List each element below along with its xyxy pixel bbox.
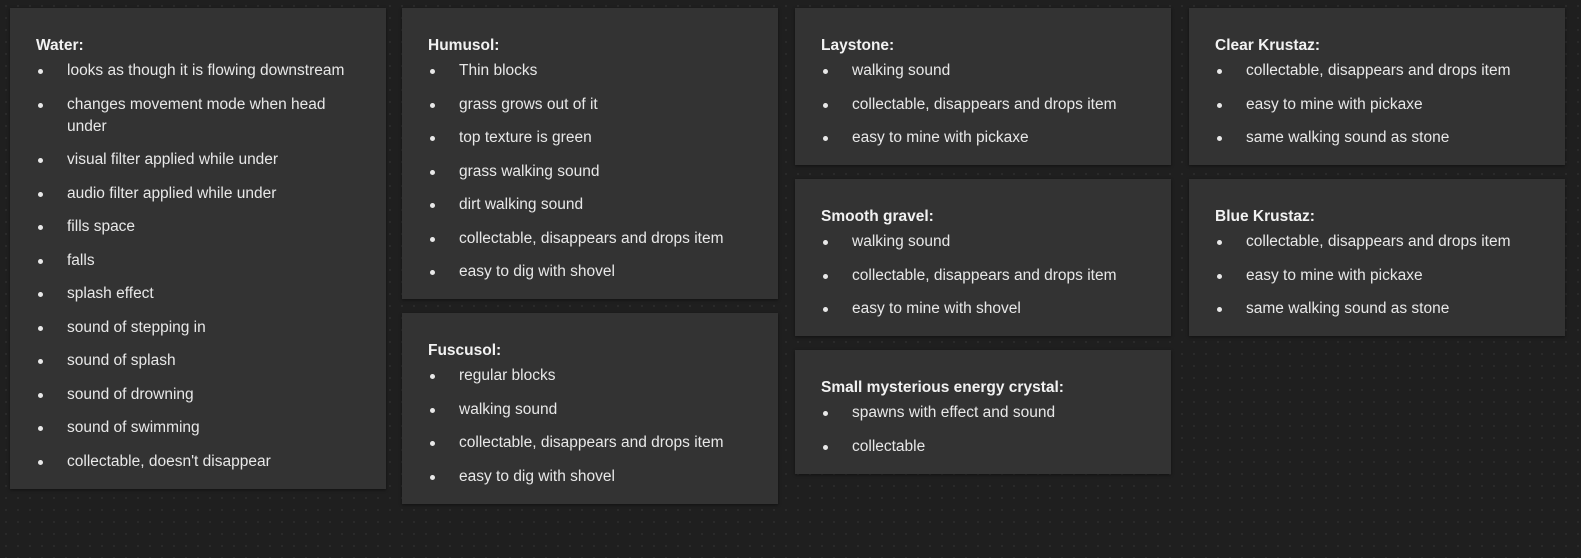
item-list (1215, 231, 1539, 320)
list-item: grass grows out of it (428, 94, 752, 116)
card-fuscusol[interactable] (402, 313, 778, 504)
list-item: Thin blocks (428, 60, 752, 82)
list-item: walking sound (821, 231, 1145, 253)
list-item: easy to dig with shovel (428, 466, 752, 488)
list-item: same walking sound as stone (1215, 127, 1539, 149)
card-smooth-gravel[interactable] (795, 179, 1171, 336)
list-item: collectable, disappears and drops item (1215, 60, 1539, 82)
list-item: collectable, disappears and drops item (821, 265, 1145, 287)
card-blue-krustaz[interactable] (1189, 179, 1565, 336)
list-item: same walking sound as stone (1215, 298, 1539, 320)
card-title: Clear Krustaz: (1215, 37, 1321, 54)
item-list (428, 365, 752, 488)
list-item: easy to mine with pickaxe (1215, 265, 1539, 287)
card-title: Water: (36, 37, 84, 54)
item-list (36, 60, 360, 473)
list-item: sound of swimming (36, 417, 360, 439)
list-item: easy to dig with shovel (428, 261, 752, 283)
item-list (428, 60, 752, 283)
list-item: sound of stepping in (36, 317, 360, 339)
list-item: fills space (36, 216, 360, 238)
list-item: collectable, disappears and drops item (428, 228, 752, 250)
list-item: regular blocks (428, 365, 752, 387)
list-item: changes movement mode when head under (36, 94, 360, 138)
list-item: splash effect (36, 283, 360, 305)
item-list (1215, 60, 1539, 149)
list-item: top texture is green (428, 127, 752, 149)
list-item: easy to mine with pickaxe (821, 127, 1145, 149)
list-item: collectable, disappears and drops item (1215, 231, 1539, 253)
item-list (821, 231, 1145, 320)
card-title: Blue Krustaz: (1215, 208, 1315, 225)
column-3 (795, 8, 1171, 474)
card-small-mysterious-energy-crystal[interactable] (795, 350, 1171, 474)
list-item: easy to mine with pickaxe (1215, 94, 1539, 116)
list-item: grass walking sound (428, 161, 752, 183)
column-1 (10, 8, 386, 489)
card-title: Laystone: (821, 37, 895, 54)
list-item: collectable, doesn't disappear (36, 451, 360, 473)
list-item: spawns with effect and sound (821, 402, 1145, 424)
list-item: looks as though it is flowing downstream (36, 60, 360, 82)
list-item: collectable, disappears and drops item (428, 432, 752, 454)
list-item: sound of drowning (36, 384, 360, 406)
column-4 (1189, 8, 1565, 336)
list-item: dirt walking sound (428, 194, 752, 216)
list-item: collectable (821, 436, 1145, 458)
item-list (821, 60, 1145, 149)
card-title: Small mysterious energy crystal: (821, 379, 1064, 396)
card-title: Smooth gravel: (821, 208, 934, 225)
list-item: walking sound (821, 60, 1145, 82)
list-item: visual filter applied while under (36, 149, 360, 171)
list-item: falls (36, 250, 360, 272)
card-title: Fuscusol: (428, 342, 502, 359)
column-2 (402, 8, 778, 504)
card-humusol[interactable] (402, 8, 778, 299)
list-item: audio filter applied while under (36, 183, 360, 205)
card-title: Humusol: (428, 37, 500, 54)
list-item: walking sound (428, 399, 752, 421)
card-clear-krustaz[interactable] (1189, 8, 1565, 165)
card-laystone[interactable] (795, 8, 1171, 165)
item-list (821, 402, 1145, 458)
list-item: sound of splash (36, 350, 360, 372)
list-item: collectable, disappears and drops item (821, 94, 1145, 116)
list-item: easy to mine with shovel (821, 298, 1145, 320)
card-water[interactable] (10, 8, 386, 489)
